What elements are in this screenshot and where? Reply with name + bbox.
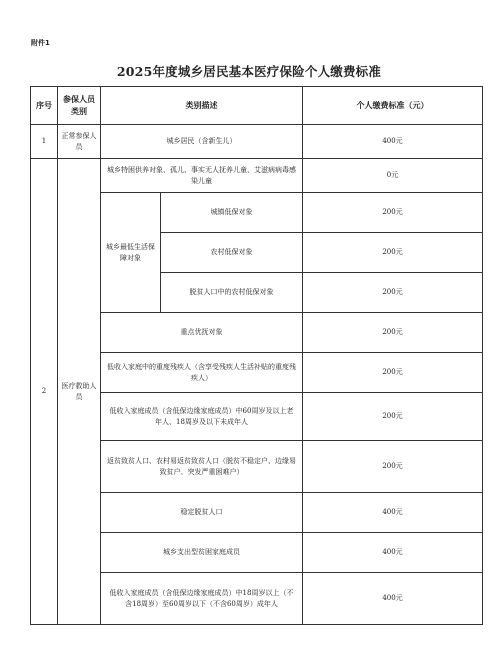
row-seq: 2	[31, 159, 58, 625]
row-description: 农村低保对象	[161, 233, 303, 273]
row-description: 脱贫人口中的农村低保对象	[161, 273, 303, 313]
row-fee: 200元	[303, 313, 483, 353]
row-category: 正常参保人员	[58, 125, 101, 159]
row-fee: 200元	[303, 353, 483, 393]
row-description: 低收入家庭成员（含低保边缘家庭成员）中60周岁及以上老年人、18周岁及以下未成年人	[101, 393, 303, 441]
header-description: 类别描述	[101, 87, 303, 125]
row-description: 返贫致贫人口、农村易返贫致贫人口（脱贫不稳定户、边缘易致贫户、突发严重困难户）	[101, 441, 303, 493]
row-description: 城乡特困供养对象、孤儿、事实无人抚养儿童、艾滋病病毒感染儿童	[101, 159, 303, 193]
header-fee: 个人缴费标准（元）	[303, 87, 483, 125]
row-description: 城乡支出型贫困家庭成员	[101, 533, 303, 573]
row-fee: 200元	[303, 441, 483, 493]
row-description: 城乡居民（含新生儿）	[101, 125, 303, 159]
row-fee: 200元	[303, 393, 483, 441]
row-description: 城镇低保对象	[161, 193, 303, 233]
row-description: 重点优抚对象	[101, 313, 303, 353]
table-row	[31, 159, 483, 193]
row-category: 医疗救助人员	[58, 159, 101, 625]
header-seq: 序号	[31, 87, 58, 125]
row-fee: 200元	[303, 193, 483, 233]
row-description: 低收入家庭中的重度残疾人（含享受残疾人生活补贴的重度残疾人）	[101, 353, 303, 393]
row-fee: 400元	[303, 125, 483, 159]
header-category: 参保人员类别	[58, 87, 101, 125]
page-title: 2025年度城乡居民基本医疗保险个人缴费标准	[116, 64, 382, 79]
row-subgroup: 城乡最低生活保障对象	[101, 193, 161, 313]
row-description: 低收入家庭成员（含低保边缘家庭成员）中18周岁以上（不含18周岁）至60周岁以下（不含60周岁）成年人	[101, 573, 303, 625]
table-row	[31, 125, 483, 159]
row-fee: 200元	[303, 273, 483, 313]
table-header-row	[31, 87, 483, 125]
row-fee: 0元	[303, 159, 483, 193]
row-description: 稳定脱贫人口	[101, 493, 303, 533]
row-fee: 400元	[303, 493, 483, 533]
row-fee: 400元	[303, 573, 483, 625]
fee-standard-table	[30, 86, 483, 625]
row-seq: 1	[31, 125, 58, 159]
row-fee: 200元	[303, 233, 483, 273]
row-fee: 400元	[303, 533, 483, 573]
attachment-label: 附件1	[31, 39, 50, 47]
